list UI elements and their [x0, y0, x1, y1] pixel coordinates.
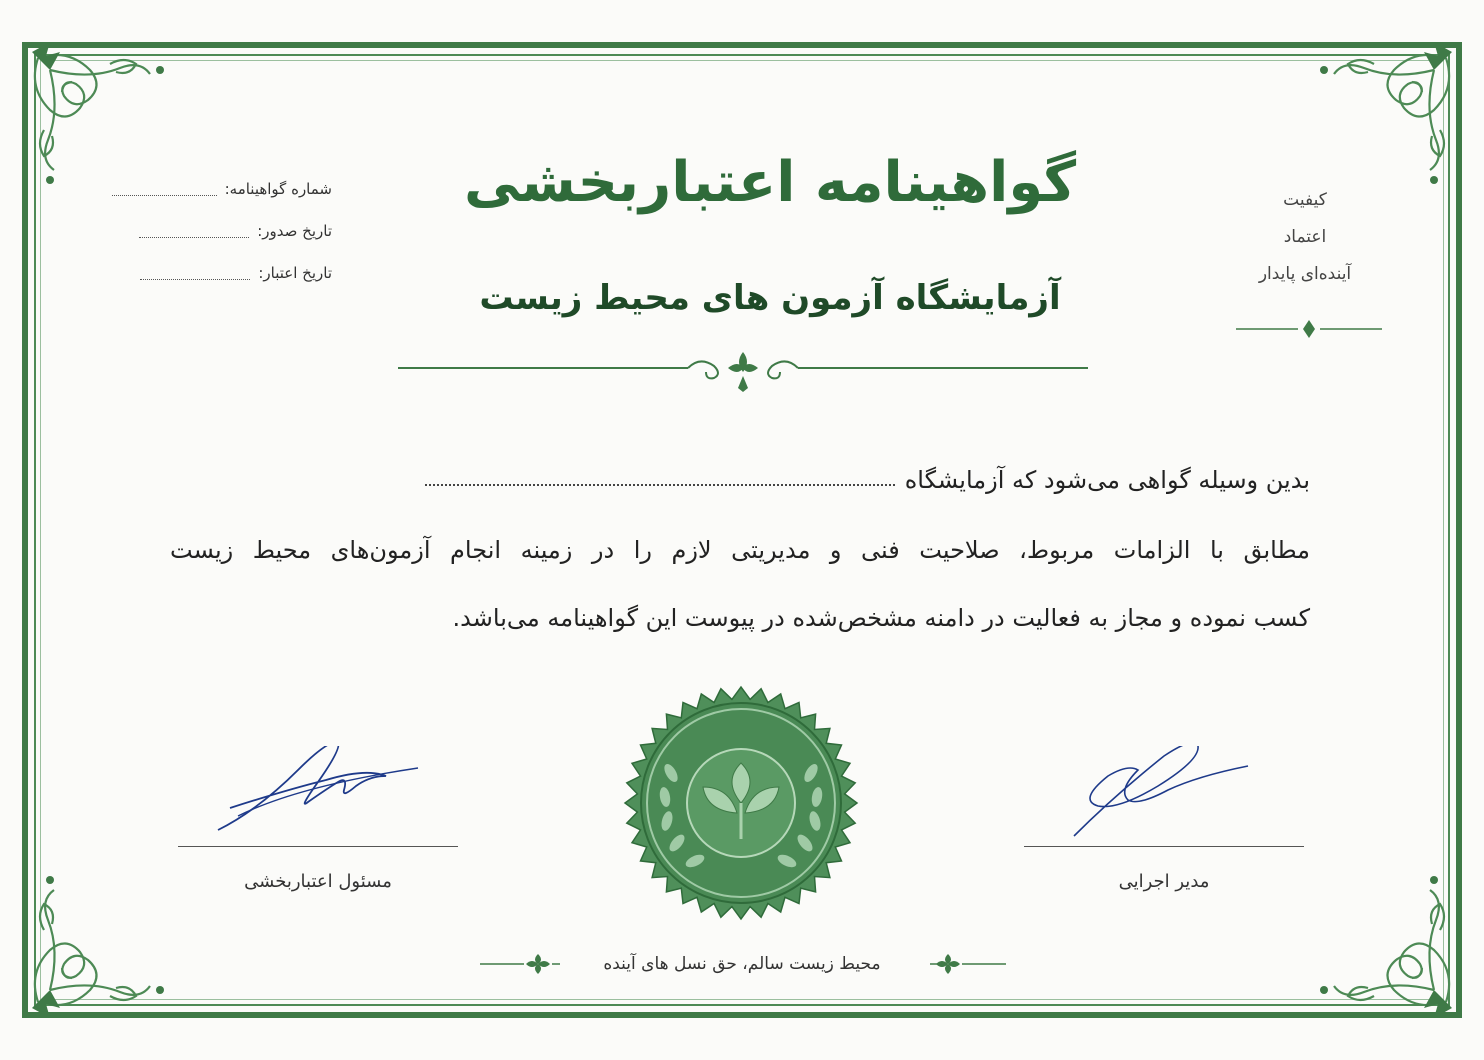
floral-corner-icon — [10, 840, 200, 1030]
signature-left-label: مسئول اعتباربخشی — [244, 871, 392, 892]
certificate-meta — [112, 168, 332, 294]
fleuron-icon — [1236, 318, 1382, 340]
expiry-date-label: تاریخ اعتبار: — [258, 264, 332, 282]
signature-left-block — [178, 746, 458, 892]
certificate-body-line1 — [170, 466, 1310, 494]
certificate-number-field — [112, 168, 332, 210]
signature-right-icon — [1024, 746, 1304, 846]
signature-left-icon — [178, 746, 458, 846]
motto-line: آینده‌ای پایدار — [1258, 264, 1352, 284]
signature-right-label: مدیر اجرایی — [1118, 871, 1210, 892]
certificate-body-line3: کسب نموده و مجاز به فعالیت در دامنه مشخص‌شده در پیوست این گواهینامه می‌باشد. — [452, 604, 1310, 632]
footer-slogan: محیط زیست سالم، حق نسل های آینده — [603, 954, 881, 974]
signature-left-line — [178, 846, 458, 847]
fleuron-divider-icon — [398, 346, 1088, 394]
issue-date-label: تاریخ صدور: — [257, 222, 332, 240]
motto-line: اعتماد — [1283, 227, 1327, 247]
motto-line: کیفیت — [1283, 190, 1327, 210]
signature-right-line — [1024, 846, 1304, 847]
signature-right-block — [1024, 746, 1304, 892]
body-line1-text: بدین وسیله گواهی می‌شود که آزمایشگاه — [904, 466, 1310, 494]
expiry-date-blank — [140, 267, 250, 280]
certificate-number-label: شماره گواهینامه: — [224, 180, 332, 198]
expiry-date-field — [112, 252, 332, 294]
leaf-seal-icon — [622, 684, 860, 922]
certificate-subtitle: آزمایشگاه آزمون های محیط زیست — [479, 278, 1061, 318]
lab-name-blank — [425, 476, 895, 486]
certificate-title: گواهینامه اعتباربخشی — [463, 150, 1077, 215]
issue-date-blank — [139, 225, 249, 238]
certificate-number-blank — [112, 183, 217, 196]
floral-corner-icon — [1284, 840, 1474, 1030]
certificate-body-line2: مطابق با الزامات مربوط، صلاحیت فنی و مدیریتی لازم را در زمینه انجام آزمون‌های محیط زیست — [170, 536, 1310, 564]
motto-block — [1220, 182, 1390, 293]
issue-date-field — [112, 210, 332, 252]
